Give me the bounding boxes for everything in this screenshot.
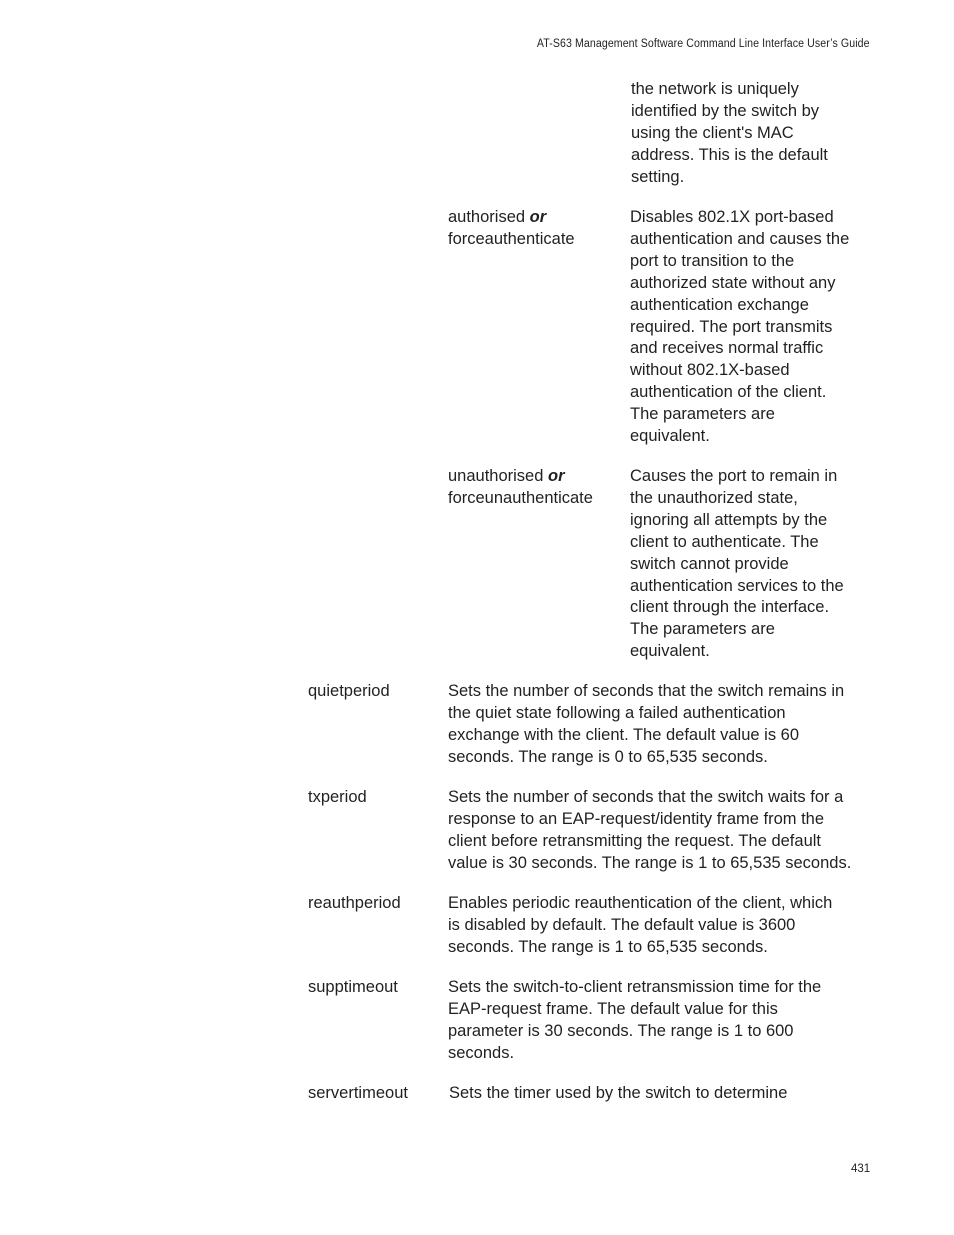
text-line: EAP-request frame. The default value for this (448, 999, 778, 1018)
text-line: required. The port transmits (630, 317, 833, 336)
text-line: using the client's MAC (631, 123, 794, 142)
text-line: equivalent. (630, 427, 710, 446)
text-line: is disabled by default. The default value is 3600 (448, 915, 796, 934)
text-line: the unauthorized state, (630, 488, 798, 507)
text-line: Disables 802.1X port-based (630, 208, 834, 226)
text-line: authentication of the client. (630, 383, 827, 402)
text-line: authentication exchange (630, 295, 809, 314)
text-line: parameter is 30 seconds. The range is 1 to 600 (448, 1021, 794, 1040)
text-line: Sets the timer used by the switch to determine (449, 1084, 788, 1102)
text-line: setting. (631, 167, 685, 186)
text-line: without 802.1X-based (630, 361, 790, 380)
option-connector: or (548, 467, 565, 485)
text-line: authentication services to the (630, 576, 844, 595)
text-line: client to authenticate. The (630, 532, 819, 551)
text-line: address. This is the default (631, 145, 828, 164)
text-line: Causes the port to remain in (630, 467, 838, 485)
text-line: port to transition to the (630, 251, 795, 270)
text-line: equivalent. (630, 642, 710, 661)
text-line: seconds. (448, 1043, 515, 1062)
option-name-authorised (448, 207, 575, 251)
text-line: Sets the number of seconds that the switch waits for a (448, 788, 844, 806)
param-description-quietperiod (448, 681, 844, 769)
text-line: the network is uniquely (631, 80, 799, 98)
text-line: the quiet state following a failed authentication (448, 703, 786, 722)
text-line: response to an EAP-request/identity frame from the (448, 809, 825, 828)
running-header: AT-S63 Management Software Command Line Interface User’s Guide (537, 38, 870, 50)
param-description-txperiod (448, 787, 851, 875)
param-name-reauthperiod: reauthperiod (308, 894, 401, 912)
text-line: seconds. The range is 0 to 65,535 seconds. (448, 747, 768, 766)
param-name-servertimeout: servertimeout (308, 1084, 408, 1102)
text-line: ignoring all attempts by the (630, 510, 828, 529)
text-line: switch cannot provide (630, 554, 789, 573)
param-name-quietperiod: quietperiod (308, 682, 390, 700)
text-line: Sets the switch-to-client retransmission time for the (448, 978, 822, 996)
text-line: identified by the switch by (631, 101, 820, 120)
option-name-line: forceunauthenticate (448, 488, 593, 507)
text-line: exchange with the client. The default value is 60 (448, 725, 800, 744)
param-name-supptimeout: supptimeout (308, 978, 398, 996)
text-line: The parameters are (630, 405, 775, 424)
param-name-txperiod: txperiod (308, 788, 367, 806)
param-description-servertimeout (449, 1083, 787, 1105)
param-description-supptimeout (448, 977, 821, 1065)
option-name-line: unauthorised (448, 467, 548, 485)
text-line: authentication and causes the (630, 229, 850, 248)
continued-description (631, 79, 828, 189)
page-number: 431 (851, 1163, 871, 1175)
text-line: Sets the number of seconds that the switch remains in (448, 682, 845, 700)
text-line: client before retransmitting the request. The default (448, 831, 821, 850)
option-connector: or (529, 208, 547, 226)
option-name-unauthorised (448, 466, 593, 510)
option-name-line: authorised (448, 208, 530, 226)
text-line: seconds. The range is 1 to 65,535 seconds. (448, 937, 768, 956)
param-description-reauthperiod (448, 893, 832, 959)
text-line: Enables periodic reauthentication of the client, which (448, 894, 833, 912)
text-line: and receives normal traffic (630, 339, 824, 358)
text-line: client through the interface. (630, 598, 830, 617)
option-description-unauthorised (630, 466, 844, 663)
text-line: The parameters are (630, 620, 775, 639)
option-description-authorised (630, 207, 849, 448)
text-line: value is 30 seconds. The range is 1 to 65,535 seconds. (448, 853, 852, 872)
option-name-line: forceauthenticate (448, 229, 575, 248)
text-line: authorized state without any (630, 273, 836, 292)
